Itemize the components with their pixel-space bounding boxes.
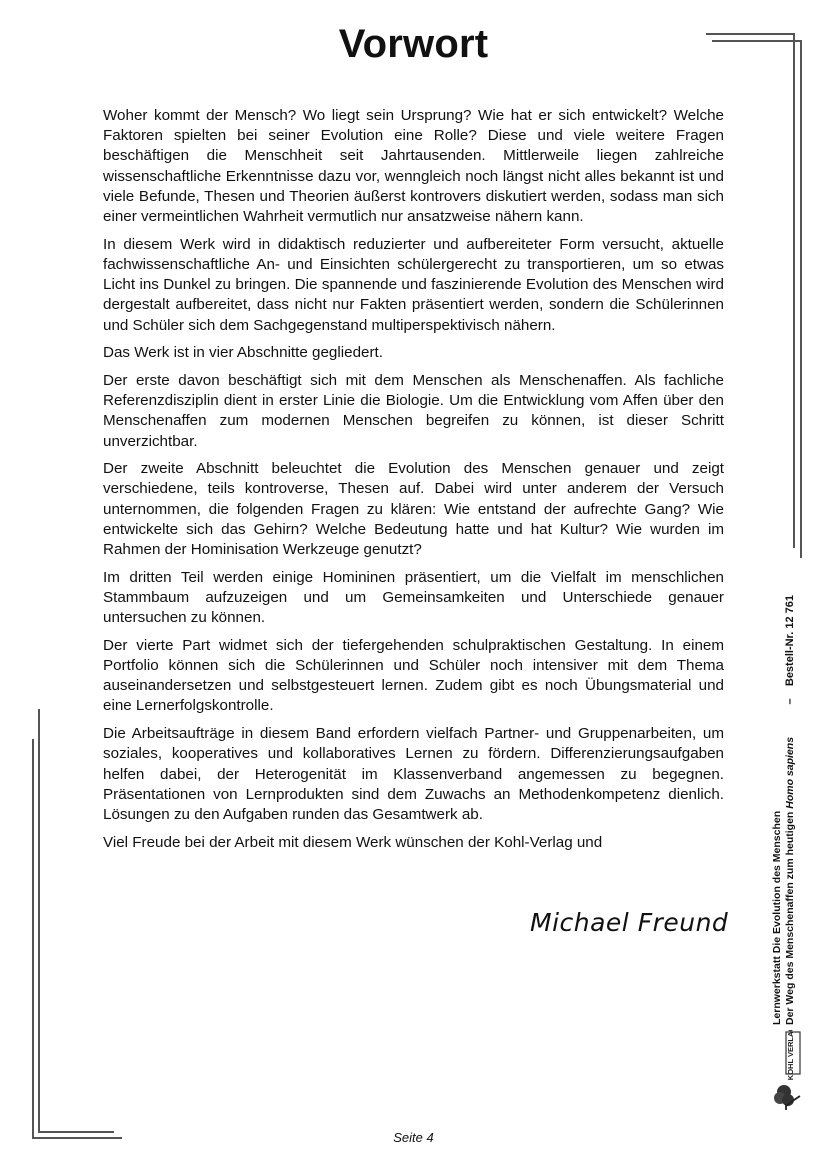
separator: – xyxy=(784,698,796,705)
paragraph: Im dritten Teil werden einige Homininen präsentiert, um die Vielfalt im menschlichen Stammbaum aufzuzeigen und um Gemeinsamkeiten und Unterschiede genauer untersuchen zu können. xyxy=(103,568,724,627)
publisher-logo xyxy=(772,1030,808,1110)
side-publication-info xyxy=(771,595,819,1025)
paragraph: Der zweite Abschnitt beleuchtet die Evolution des Menschen genauer und zeigt verschiedene, teils kontroverse, Thesen auf. Dabei wird unter anderem der Versuch unternommen, die folgenden Fragen zu klären: Wie entstand der aufrechte Gang? Wie entwickelte sich das Gehirn? Welche Bedeutung hatte und hat Kultur? Wie wurden im Rahmen der Hominisation Werkzeuge genutzt? xyxy=(103,460,724,559)
paragraph: Woher kommt der Mensch? Wo liegt sein Ursprung? Wie hat er sich entwickelt? Welche Faktoren spielten bei seiner Evolution eine Rolle? Diese und viele weitere Fragen beschäftigen die Menschheit seit Jahrtausenden. Mittlerweile liegen zahlreiche wissenschaftliche Erkenntnisse dazu vor, wenngleich noch längst nicht alles bekannt ist und viele Befunde, Thesen und Theorien äußerst kontrovers diskutiert werden, sodass man sich einer vermeintlichen Wahrheit vermutlich nur ansatzweise nähern kann. xyxy=(103,107,724,226)
top-right-frame-line-vertical xyxy=(793,33,795,548)
order-number: Bestell-Nr. 12 761 xyxy=(784,595,796,687)
bottom-left-frame-line-vertical-inner xyxy=(38,709,40,1132)
paragraph: Das Werk ist in vier Abschnitte gegliedert. xyxy=(103,344,383,362)
paragraph: Die Arbeitsaufträge in diesem Band erfordern vielfach Partner- und Gruppenarbeiten, um soziales, kooperatives und kollaboratives Lernen zu fördern. Differenzierungsaufgaben helfen dabei, der Heterogenität im Klassenverband angemessen zu begegnen. Präsentationen von Lernprodukten sind dem Zuwachs an Methodenkompetenz dienlich. Lösungen zu den Aufgaben runden das Gesamtwerk ab. xyxy=(103,725,724,823)
top-right-frame-line-vertical-inner xyxy=(800,40,802,558)
series-title: Lernwerkstatt Die Evolution des Menschen xyxy=(771,810,783,1025)
series-subtitle-prefix: Der Weg des Menschenaffen zum heutigen xyxy=(784,808,796,1025)
paragraph: Viel Freude bei der Arbeit mit diesem Werk wünschen der Kohl-Verlag und xyxy=(103,833,603,851)
paragraph: Der erste davon beschäftigt sich mit dem Menschen als Menschenaffen. Als fachliche Referenzdisziplin dient in erster Linie die Biologie. Um die Entwicklung vom Affen über den Menschenaffen zum modernen Menschen begreifen zu können, ist dieser Schritt unverzichtbar. xyxy=(103,371,724,450)
tree-icon xyxy=(772,1030,808,1110)
author-signature: Michael Freund xyxy=(530,908,729,937)
page-title: Vorwort xyxy=(338,22,489,66)
series-subtitle xyxy=(784,737,797,1025)
preface-body xyxy=(103,106,724,860)
species-name: Homo sapiens xyxy=(784,736,796,809)
bottom-left-frame-line-vertical xyxy=(32,739,34,1138)
order-info xyxy=(784,595,797,704)
logo-text: KOHL VERLAG xyxy=(786,1030,795,1081)
paragraph: Der vierte Part widmet sich der tiefergehenden schulpraktischen Gestaltung. In einem Portfolio können sich die Schülerinnen und Schüler noch intensiver mit dem Thema auseinandersetzen und selbstgesteuert lernen. Zudem gibt es noch Übungsmaterial und eine Lernerfolgskontrolle. xyxy=(103,636,724,715)
paragraph: In diesem Werk wird in didaktisch reduzierter und aufbereiteter Form versucht, aktuelle fachwissenschaftliche An- und Einsichten schülergerecht zu transportieren, um so etwas Licht ins Dunkel zu bringen. Die spannende und faszinierende Evolution des Menschen wird dergestalt aufbereitet, dass nicht nur Fakten präsentiert werden, sondern die Schülerinnen und Schüler sich dem Sachgegenstand multiperspektivisch nähern. xyxy=(103,235,724,334)
page-number: Seite 4 xyxy=(393,1130,434,1145)
